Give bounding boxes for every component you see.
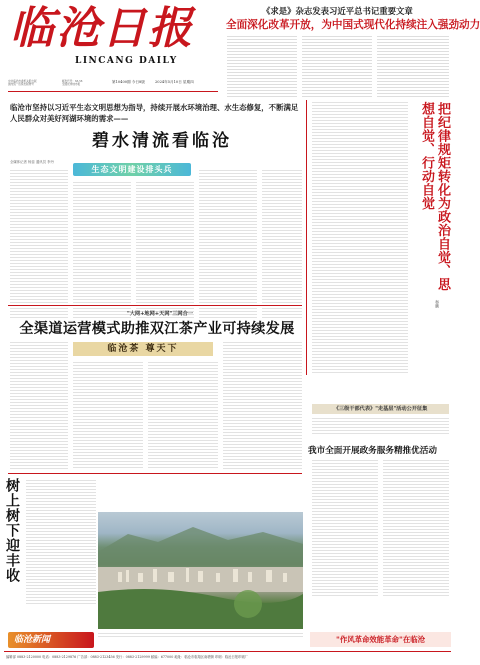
tea-column-4 bbox=[223, 340, 302, 470]
notice-headline bbox=[312, 404, 449, 414]
footer-rule bbox=[4, 651, 451, 652]
lead-deck: 临沧市坚持以习近平生态文明思想为指导，持续开展水环境治理、水生态修复，不断满足人民群众对美好河湖环境的需求—— bbox=[10, 103, 299, 123]
masthead-subtitle: LINCANG DAILY bbox=[75, 56, 178, 66]
lead-column-4 bbox=[199, 168, 257, 318]
tea-deck: "大网+地网+天网"三网合一 bbox=[127, 311, 193, 317]
tea-headline: 全渠道运营模式助推双江茶产业可持续发展 bbox=[19, 321, 295, 337]
masthead-title bbox=[10, 4, 215, 54]
top-story-body-3 bbox=[377, 34, 449, 98]
tea-column-3 bbox=[148, 360, 218, 470]
top-headline: 全面深化改革开放，为中国式现代化持续注入强劲动力 bbox=[226, 19, 480, 31]
masthead-rule bbox=[8, 91, 218, 92]
tea-banner-text: 临沧茶 尊天下 bbox=[107, 344, 179, 354]
right-column-divider bbox=[306, 100, 307, 375]
masthead-date: 2024年5月10日 星期四 bbox=[155, 80, 194, 84]
photo-top-rule bbox=[8, 473, 302, 474]
photo-caption bbox=[98, 631, 303, 639]
right-column-headline: 把纪律规矩转化为政治自觉、思想自觉、行动自觉 bbox=[419, 102, 450, 291]
bottom-banner-text: "作风革命效能革命"在临沧 bbox=[336, 635, 425, 644]
masthead-info-mid: 邮发代号：63-56 全国优秀地市报 bbox=[62, 80, 83, 87]
lead-column-2 bbox=[73, 180, 131, 318]
masthead-title-text: 临沧日报 bbox=[10, 3, 194, 54]
ecology-banner-text: 生态文明建设排头兵 bbox=[91, 164, 173, 174]
vertical-story-headline: 树上树下迎丰收 bbox=[4, 478, 20, 583]
sidebar-logo-text: 临沧新闻 bbox=[14, 635, 51, 645]
lead-column-3 bbox=[136, 180, 194, 318]
right-column-body bbox=[312, 100, 408, 375]
city-photo bbox=[98, 512, 303, 629]
footer-text: 编辑部 0883-2120000 电话：0883-2129876 广告部：0883-2123456 发行：0883-2129999 邮编：677000 地址：临沧市临翔区南塘街 印刷：临沧日报印刷厂 bbox=[6, 655, 248, 659]
service-headline: 我市全面开展政务服务精推优活动 bbox=[308, 446, 437, 456]
top-story-body-1 bbox=[227, 34, 297, 98]
service-column-1 bbox=[312, 458, 378, 598]
notice-headline-text: 《三级干部代表》"走基层"活动公开征集 bbox=[333, 406, 428, 412]
tea-column-2 bbox=[73, 360, 143, 470]
notice-body bbox=[312, 416, 449, 434]
lead-column-1 bbox=[10, 168, 68, 318]
tea-column-1 bbox=[10, 340, 68, 470]
bottom-banner bbox=[310, 632, 451, 647]
top-story-body-2 bbox=[302, 34, 372, 98]
service-column-2 bbox=[383, 458, 449, 598]
masthead-info-left: 中共临沧市委机关报出版 国内统一连续出版物号 bbox=[8, 80, 37, 87]
tea-banner bbox=[73, 342, 213, 356]
tea-top-rule bbox=[8, 305, 302, 306]
lead-byline: 全媒体记者 杨蕊 通讯员 李丹 bbox=[10, 160, 54, 164]
top-kicker: 《求是》杂志发表习近平总书记重要文章 bbox=[262, 6, 413, 16]
ecology-banner bbox=[73, 163, 191, 176]
lead-headline: 碧水清流看临沧 bbox=[92, 131, 232, 151]
city-photo-graphic bbox=[98, 512, 303, 629]
vertical-story-body bbox=[26, 478, 96, 606]
right-column-byline: 秦鹏 bbox=[435, 300, 440, 308]
lead-column-5 bbox=[262, 168, 302, 318]
sidebar-logo bbox=[8, 632, 94, 648]
masthead-issue: 第10400期 今日8版 bbox=[112, 80, 145, 84]
